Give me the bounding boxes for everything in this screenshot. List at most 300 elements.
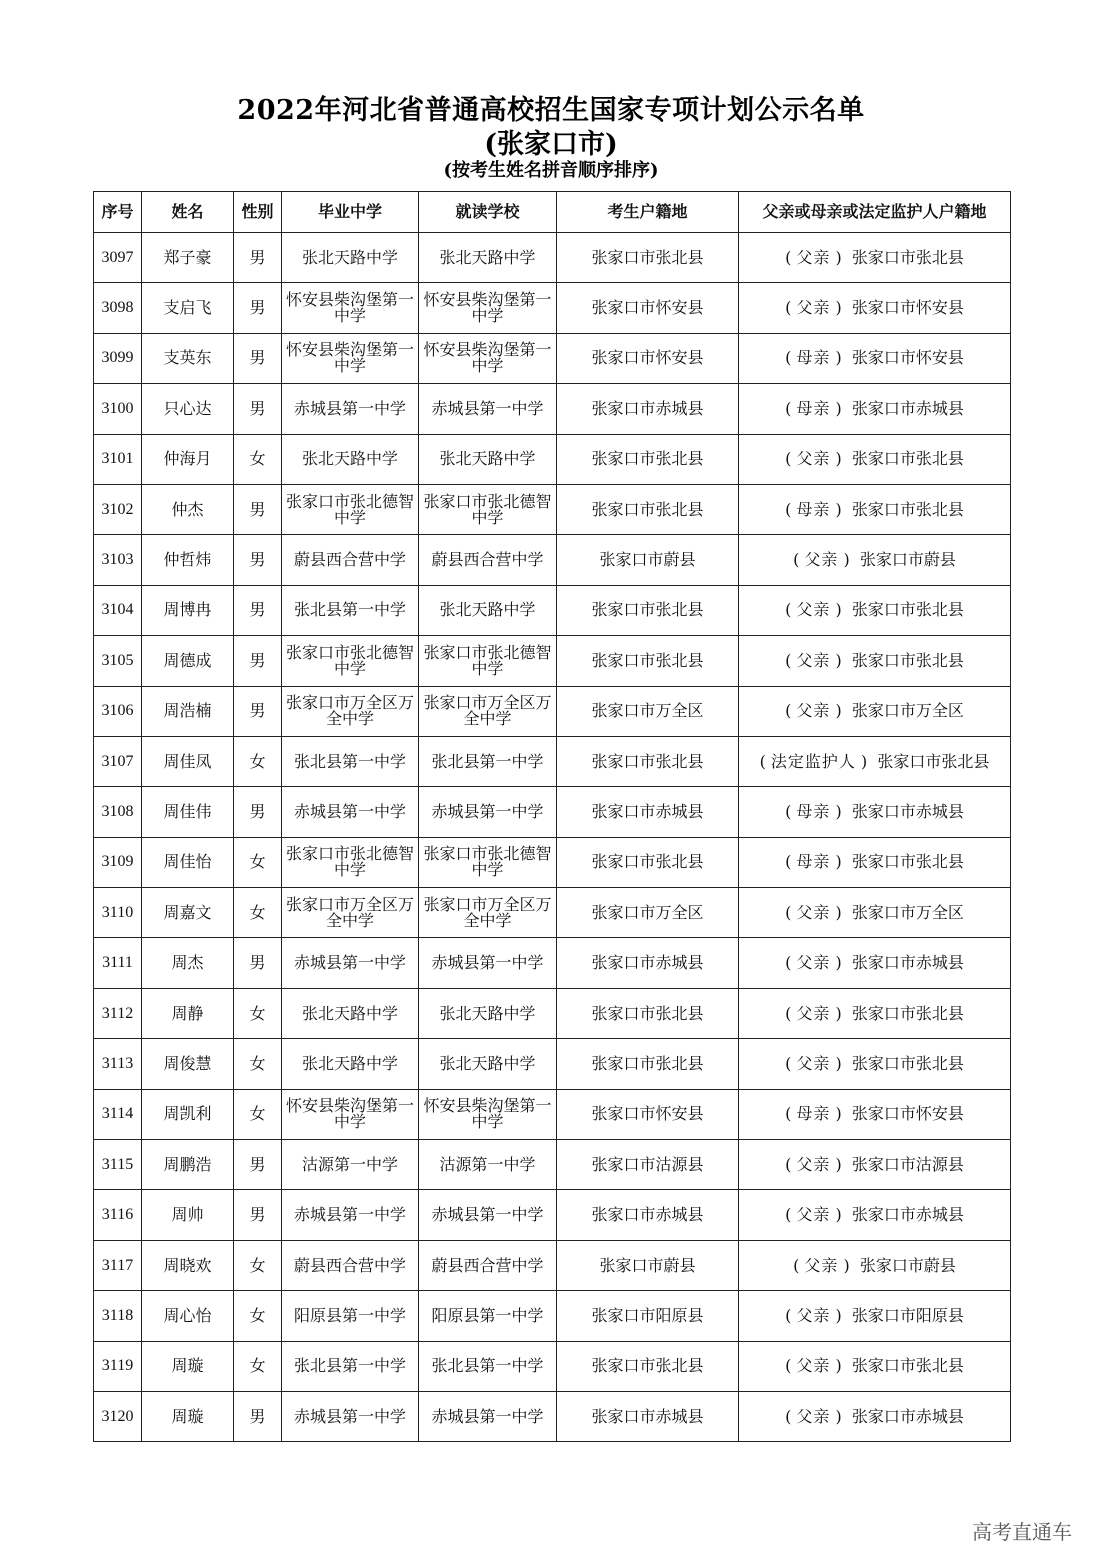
table-row bbox=[94, 333, 1011, 383]
row-grad-school: 张家口市万全区万全中学 bbox=[282, 888, 419, 938]
parent-role: 父亲 bbox=[796, 247, 831, 267]
header-id: 序号 bbox=[94, 192, 142, 233]
row-study-school: 赤城县第一中学 bbox=[419, 787, 557, 837]
row-study-school: 怀安县柴沟堡第一中学 bbox=[419, 283, 557, 333]
paren-close: ) bbox=[830, 1205, 852, 1225]
paren-close: ) bbox=[830, 1305, 852, 1325]
row-hukou: 张家口市赤城县 bbox=[557, 787, 739, 837]
table-row bbox=[94, 686, 1011, 736]
row-gender: 男 bbox=[234, 585, 282, 635]
table-row bbox=[94, 1341, 1011, 1391]
row-id: 3101 bbox=[94, 434, 142, 484]
row-name: 周璇 bbox=[142, 1341, 234, 1391]
parent-place: 张家口市赤城县 bbox=[851, 801, 964, 821]
paren-close: ) bbox=[830, 1053, 852, 1073]
row-study-school: 怀安县柴沟堡第一中学 bbox=[419, 1089, 557, 1139]
table-row bbox=[94, 1291, 1011, 1341]
paren-open: ( bbox=[785, 1305, 797, 1325]
row-study-school: 蔚县西合营中学 bbox=[419, 535, 557, 585]
row-id: 3099 bbox=[94, 333, 142, 383]
header-study-school: 就读学校 bbox=[419, 192, 557, 233]
parent-place: 张家口市万全区 bbox=[851, 902, 964, 922]
parent-place: 张家口市赤城县 bbox=[851, 953, 964, 973]
row-id: 3113 bbox=[94, 1039, 142, 1089]
row-name: 周博冉 bbox=[142, 585, 234, 635]
row-grad-school: 张家口市张北德智中学 bbox=[282, 837, 419, 887]
row-name: 周帅 bbox=[142, 1190, 234, 1240]
parent-role: 母亲 bbox=[796, 852, 831, 872]
row-id: 3104 bbox=[94, 585, 142, 635]
row-grad-school: 怀安县柴沟堡第一中学 bbox=[282, 1089, 419, 1139]
paren-open: ( bbox=[785, 398, 797, 418]
parent-role: 父亲 bbox=[796, 902, 831, 922]
row-gender: 男 bbox=[234, 686, 282, 736]
paren-open: ( bbox=[785, 600, 797, 620]
row-gender: 女 bbox=[234, 1240, 282, 1290]
row-name: 周璇 bbox=[142, 1391, 234, 1441]
parent-role: 父亲 bbox=[796, 1406, 831, 1426]
row-gender: 女 bbox=[234, 1291, 282, 1341]
paren-close: ) bbox=[830, 852, 852, 872]
row-hukou: 张家口市张北县 bbox=[557, 233, 739, 283]
parent-role: 母亲 bbox=[796, 499, 831, 519]
parent-role: 法定监护人 bbox=[770, 751, 856, 771]
table-row bbox=[94, 938, 1011, 988]
row-id: 3112 bbox=[94, 988, 142, 1038]
row-grad-school: 赤城县第一中学 bbox=[282, 787, 419, 837]
row-name: 周杰 bbox=[142, 938, 234, 988]
row-parent-hukou bbox=[739, 736, 1011, 786]
row-gender: 女 bbox=[234, 1341, 282, 1391]
row-id: 3100 bbox=[94, 384, 142, 434]
table-row bbox=[94, 233, 1011, 283]
row-grad-school: 沽源第一中学 bbox=[282, 1140, 419, 1190]
row-study-school: 赤城县第一中学 bbox=[419, 938, 557, 988]
parent-role: 父亲 bbox=[796, 298, 831, 318]
parent-role: 父亲 bbox=[804, 550, 839, 570]
page-subtitle-city: (张家口市) bbox=[484, 129, 618, 160]
row-name: 周静 bbox=[142, 988, 234, 1038]
row-study-school: 张北天路中学 bbox=[419, 233, 557, 283]
row-study-school: 张家口市万全区万全中学 bbox=[419, 888, 557, 938]
paren-close: ) bbox=[830, 600, 852, 620]
header-name: 姓名 bbox=[142, 192, 234, 233]
row-hukou: 张家口市沽源县 bbox=[557, 1140, 739, 1190]
row-grad-school: 赤城县第一中学 bbox=[282, 1391, 419, 1441]
row-hukou: 张家口市万全区 bbox=[557, 888, 739, 938]
header-hukou: 考生户籍地 bbox=[557, 192, 739, 233]
parent-role: 父亲 bbox=[796, 953, 831, 973]
row-gender: 男 bbox=[234, 1190, 282, 1240]
row-grad-school: 阳原县第一中学 bbox=[282, 1291, 419, 1341]
parent-place: 张家口市张北县 bbox=[851, 499, 964, 519]
parent-place: 张家口市张北县 bbox=[851, 1003, 964, 1023]
row-grad-school: 蔚县西合营中学 bbox=[282, 535, 419, 585]
row-gender: 女 bbox=[234, 888, 282, 938]
table-row bbox=[94, 1190, 1011, 1240]
parent-role: 父亲 bbox=[796, 600, 831, 620]
paren-close: ) bbox=[830, 701, 852, 721]
paren-close: ) bbox=[830, 650, 852, 670]
parent-place: 张家口市沽源县 bbox=[851, 1154, 964, 1174]
row-study-school: 张家口市张北德智中学 bbox=[419, 837, 557, 887]
row-grad-school: 怀安县柴沟堡第一中学 bbox=[282, 333, 419, 383]
parent-role: 父亲 bbox=[804, 1255, 839, 1275]
row-gender: 女 bbox=[234, 1039, 282, 1089]
table-row bbox=[94, 1089, 1011, 1139]
paren-close: ) bbox=[830, 348, 852, 368]
paren-open: ( bbox=[785, 852, 797, 872]
row-gender: 男 bbox=[234, 938, 282, 988]
row-study-school: 张家口市张北德智中学 bbox=[419, 636, 557, 686]
paren-open: ( bbox=[785, 1104, 797, 1124]
table-row bbox=[94, 736, 1011, 786]
row-gender: 女 bbox=[234, 1089, 282, 1139]
parent-role: 父亲 bbox=[796, 1356, 831, 1376]
row-gender: 男 bbox=[234, 283, 282, 333]
parent-role: 父亲 bbox=[796, 701, 831, 721]
row-name: 只心达 bbox=[142, 384, 234, 434]
paren-open: ( bbox=[785, 1356, 797, 1376]
row-grad-school: 张北天路中学 bbox=[282, 233, 419, 283]
row-grad-school: 赤城县第一中学 bbox=[282, 938, 419, 988]
paren-open: ( bbox=[785, 650, 797, 670]
roster-table bbox=[93, 191, 1011, 1442]
table-body bbox=[94, 233, 1011, 1442]
parent-place: 张家口市怀安县 bbox=[851, 348, 964, 368]
row-study-school: 张北县第一中学 bbox=[419, 736, 557, 786]
row-hukou: 张家口市张北县 bbox=[557, 636, 739, 686]
row-name: 周德成 bbox=[142, 636, 234, 686]
row-id: 3110 bbox=[94, 888, 142, 938]
row-hukou: 张家口市张北县 bbox=[557, 837, 739, 887]
row-study-school: 张北天路中学 bbox=[419, 988, 557, 1038]
row-gender: 男 bbox=[234, 484, 282, 534]
table-row bbox=[94, 384, 1011, 434]
paren-open: ( bbox=[785, 499, 797, 519]
paren-close: ) bbox=[830, 1104, 852, 1124]
parent-role: 父亲 bbox=[796, 650, 831, 670]
paren-open: ( bbox=[785, 348, 797, 368]
row-id: 3097 bbox=[94, 233, 142, 283]
row-grad-school: 张北天路中学 bbox=[282, 988, 419, 1038]
row-parent-hukou bbox=[739, 1039, 1011, 1089]
paren-open: ( bbox=[785, 902, 797, 922]
row-id: 3103 bbox=[94, 535, 142, 585]
paren-close: ) bbox=[830, 298, 852, 318]
row-hukou: 张家口市怀安县 bbox=[557, 1089, 739, 1139]
row-gender: 男 bbox=[234, 535, 282, 585]
row-gender: 男 bbox=[234, 384, 282, 434]
row-id: 3106 bbox=[94, 686, 142, 736]
row-parent-hukou bbox=[739, 1089, 1011, 1139]
paren-close: ) bbox=[830, 247, 852, 267]
row-name: 周凯利 bbox=[142, 1089, 234, 1139]
row-name: 周晓欢 bbox=[142, 1240, 234, 1290]
row-parent-hukou bbox=[739, 988, 1011, 1038]
row-parent-hukou bbox=[739, 1391, 1011, 1441]
row-parent-hukou bbox=[739, 484, 1011, 534]
paren-close: ) bbox=[838, 1255, 860, 1275]
row-gender: 男 bbox=[234, 233, 282, 283]
parent-place: 张家口市怀安县 bbox=[851, 1104, 964, 1124]
row-parent-hukou bbox=[739, 535, 1011, 585]
row-study-school: 赤城县第一中学 bbox=[419, 384, 557, 434]
parent-role: 父亲 bbox=[796, 449, 831, 469]
row-id: 3102 bbox=[94, 484, 142, 534]
paren-close: ) bbox=[830, 1356, 852, 1376]
row-id: 3109 bbox=[94, 837, 142, 887]
paren-close: ) bbox=[855, 751, 878, 771]
paren-open: ( bbox=[785, 298, 797, 318]
row-hukou: 张家口市怀安县 bbox=[557, 283, 739, 333]
parent-place: 张家口市张北县 bbox=[851, 1356, 964, 1376]
row-name: 周俊慧 bbox=[142, 1039, 234, 1089]
parent-place: 张家口市蔚县 bbox=[859, 550, 956, 570]
header-parent-hukou: 父亲或母亲或法定监护人户籍地 bbox=[739, 192, 1011, 233]
row-name: 郑子豪 bbox=[142, 233, 234, 283]
row-hukou: 张家口市赤城县 bbox=[557, 938, 739, 988]
row-hukou: 张家口市赤城县 bbox=[557, 1190, 739, 1240]
row-name: 周佳怡 bbox=[142, 837, 234, 887]
row-parent-hukou bbox=[739, 787, 1011, 837]
row-grad-school: 蔚县西合营中学 bbox=[282, 1240, 419, 1290]
parent-role: 母亲 bbox=[796, 398, 831, 418]
table-row bbox=[94, 484, 1011, 534]
parent-place: 张家口市张北县 bbox=[851, 449, 964, 469]
paren-open: ( bbox=[785, 1053, 797, 1073]
parent-place: 张家口市张北县 bbox=[851, 247, 964, 267]
paren-close: ) bbox=[830, 902, 852, 922]
row-id: 3107 bbox=[94, 736, 142, 786]
row-study-school: 张家口市张北德智中学 bbox=[419, 484, 557, 534]
row-grad-school: 张家口市张北德智中学 bbox=[282, 484, 419, 534]
table-row bbox=[94, 434, 1011, 484]
paren-open: ( bbox=[793, 1255, 805, 1275]
row-gender: 男 bbox=[234, 1140, 282, 1190]
paren-close: ) bbox=[830, 1406, 852, 1426]
row-id: 3120 bbox=[94, 1391, 142, 1441]
paren-open: ( bbox=[785, 701, 797, 721]
parent-place: 张家口市赤城县 bbox=[851, 1406, 964, 1426]
row-name: 周心怡 bbox=[142, 1291, 234, 1341]
paren-open: ( bbox=[785, 1154, 797, 1174]
table-row bbox=[94, 988, 1011, 1038]
parent-place: 张家口市张北县 bbox=[851, 852, 964, 872]
paren-open: ( bbox=[785, 1003, 797, 1023]
row-gender: 男 bbox=[234, 636, 282, 686]
table-row bbox=[94, 283, 1011, 333]
row-parent-hukou bbox=[739, 1291, 1011, 1341]
row-grad-school: 怀安县柴沟堡第一中学 bbox=[282, 283, 419, 333]
header-grad-school: 毕业中学 bbox=[282, 192, 419, 233]
row-id: 3119 bbox=[94, 1341, 142, 1391]
parent-role: 母亲 bbox=[796, 348, 831, 368]
row-parent-hukou bbox=[739, 686, 1011, 736]
paren-open: ( bbox=[785, 801, 797, 821]
row-name: 仲海月 bbox=[142, 434, 234, 484]
paren-close: ) bbox=[830, 953, 852, 973]
parent-role: 母亲 bbox=[796, 1104, 831, 1124]
row-id: 3111 bbox=[94, 938, 142, 988]
row-parent-hukou bbox=[739, 938, 1011, 988]
row-name: 支英东 bbox=[142, 333, 234, 383]
row-study-school: 张家口市万全区万全中学 bbox=[419, 686, 557, 736]
table-row bbox=[94, 1039, 1011, 1089]
row-gender: 男 bbox=[234, 787, 282, 837]
row-gender: 女 bbox=[234, 837, 282, 887]
row-parent-hukou bbox=[739, 1140, 1011, 1190]
parent-role: 母亲 bbox=[796, 801, 831, 821]
parent-place: 张家口市阳原县 bbox=[851, 1305, 964, 1325]
row-grad-school: 张家口市万全区万全中学 bbox=[282, 686, 419, 736]
row-hukou: 张家口市张北县 bbox=[557, 585, 739, 635]
parent-role: 父亲 bbox=[796, 1205, 831, 1225]
row-grad-school: 张北县第一中学 bbox=[282, 736, 419, 786]
row-grad-school: 赤城县第一中学 bbox=[282, 1190, 419, 1240]
parent-place: 张家口市赤城县 bbox=[851, 1205, 964, 1225]
watermark: 高考直通车 bbox=[972, 1520, 1072, 1544]
row-study-school: 蔚县西合营中学 bbox=[419, 1240, 557, 1290]
row-parent-hukou bbox=[739, 585, 1011, 635]
row-gender: 男 bbox=[234, 1391, 282, 1441]
row-hukou: 张家口市蔚县 bbox=[557, 1240, 739, 1290]
paren-close: ) bbox=[830, 499, 852, 519]
paren-close: ) bbox=[830, 1154, 852, 1174]
row-study-school: 张北天路中学 bbox=[419, 1039, 557, 1089]
row-study-school: 怀安县柴沟堡第一中学 bbox=[419, 333, 557, 383]
parent-place: 张家口市张北县 bbox=[851, 1053, 964, 1073]
row-study-school: 沽源第一中学 bbox=[419, 1140, 557, 1190]
row-hukou: 张家口市张北县 bbox=[557, 1341, 739, 1391]
row-name: 仲哲炜 bbox=[142, 535, 234, 585]
row-grad-school: 张北县第一中学 bbox=[282, 1341, 419, 1391]
table-row bbox=[94, 1240, 1011, 1290]
paren-close: ) bbox=[838, 550, 860, 570]
parent-place: 张家口市张北县 bbox=[851, 600, 964, 620]
row-grad-school: 张北天路中学 bbox=[282, 1039, 419, 1089]
table-row bbox=[94, 1391, 1011, 1441]
row-hukou: 张家口市赤城县 bbox=[557, 1391, 739, 1441]
table-row bbox=[94, 535, 1011, 585]
row-name: 仲杰 bbox=[142, 484, 234, 534]
page-title: 2022年河北省普通高校招生国家专项计划公示名单 bbox=[237, 95, 865, 126]
row-hukou: 张家口市张北县 bbox=[557, 988, 739, 1038]
parent-place: 张家口市怀安县 bbox=[851, 298, 964, 318]
row-hukou: 张家口市张北县 bbox=[557, 484, 739, 534]
parent-place: 张家口市赤城县 bbox=[851, 398, 964, 418]
row-gender: 女 bbox=[234, 434, 282, 484]
row-parent-hukou bbox=[739, 1240, 1011, 1290]
row-id: 3116 bbox=[94, 1190, 142, 1240]
paren-close: ) bbox=[830, 801, 852, 821]
table-header-row bbox=[94, 192, 1011, 233]
row-hukou: 张家口市赤城县 bbox=[557, 384, 739, 434]
row-parent-hukou bbox=[739, 1341, 1011, 1391]
row-grad-school: 赤城县第一中学 bbox=[282, 384, 419, 434]
table-row bbox=[94, 837, 1011, 887]
row-id: 3117 bbox=[94, 1240, 142, 1290]
paren-open: ( bbox=[793, 550, 805, 570]
row-grad-school: 张家口市张北德智中学 bbox=[282, 636, 419, 686]
paren-open: ( bbox=[785, 1205, 797, 1225]
table-row bbox=[94, 636, 1011, 686]
paren-close: ) bbox=[830, 398, 852, 418]
row-parent-hukou bbox=[739, 333, 1011, 383]
parent-role: 父亲 bbox=[796, 1154, 831, 1174]
row-name: 周鹏浩 bbox=[142, 1140, 234, 1190]
table-row bbox=[94, 888, 1011, 938]
row-hukou: 张家口市张北县 bbox=[557, 434, 739, 484]
row-name: 周佳凤 bbox=[142, 736, 234, 786]
row-study-school: 阳原县第一中学 bbox=[419, 1291, 557, 1341]
parent-place: 张家口市张北县 bbox=[851, 650, 964, 670]
page-subtitle-sort-note: (按考生姓名拼音顺序排序) bbox=[443, 160, 659, 181]
row-study-school: 张北天路中学 bbox=[419, 434, 557, 484]
parent-role: 父亲 bbox=[796, 1305, 831, 1325]
parent-place: 张家口市万全区 bbox=[851, 701, 964, 721]
row-hukou: 张家口市张北县 bbox=[557, 736, 739, 786]
row-hukou: 张家口市阳原县 bbox=[557, 1291, 739, 1341]
row-gender: 女 bbox=[234, 736, 282, 786]
parent-role: 父亲 bbox=[796, 1003, 831, 1023]
row-parent-hukou bbox=[739, 888, 1011, 938]
row-gender: 女 bbox=[234, 988, 282, 1038]
parent-place: 张家口市蔚县 bbox=[859, 1255, 956, 1275]
paren-open: ( bbox=[785, 247, 797, 267]
row-study-school: 张北县第一中学 bbox=[419, 1341, 557, 1391]
parent-role: 父亲 bbox=[796, 1053, 831, 1073]
row-id: 3114 bbox=[94, 1089, 142, 1139]
row-name: 周嘉文 bbox=[142, 888, 234, 938]
paren-close: ) bbox=[830, 449, 852, 469]
row-grad-school: 张北县第一中学 bbox=[282, 585, 419, 635]
row-gender: 男 bbox=[234, 333, 282, 383]
row-parent-hukou bbox=[739, 1190, 1011, 1240]
row-grad-school: 张北天路中学 bbox=[282, 434, 419, 484]
row-study-school: 赤城县第一中学 bbox=[419, 1391, 557, 1441]
row-parent-hukou bbox=[739, 233, 1011, 283]
row-parent-hukou bbox=[739, 384, 1011, 434]
table-row bbox=[94, 585, 1011, 635]
paren-open: ( bbox=[759, 751, 771, 771]
row-name: 周佳伟 bbox=[142, 787, 234, 837]
paren-close: ) bbox=[830, 1003, 852, 1023]
paren-open: ( bbox=[785, 953, 797, 973]
parent-place: 张家口市张北县 bbox=[877, 751, 990, 771]
row-parent-hukou bbox=[739, 283, 1011, 333]
row-parent-hukou bbox=[739, 636, 1011, 686]
row-parent-hukou bbox=[739, 837, 1011, 887]
paren-open: ( bbox=[785, 449, 797, 469]
paren-open: ( bbox=[785, 1406, 797, 1426]
row-study-school: 张北天路中学 bbox=[419, 585, 557, 635]
row-id: 3105 bbox=[94, 636, 142, 686]
row-id: 3098 bbox=[94, 283, 142, 333]
row-name: 支启飞 bbox=[142, 283, 234, 333]
row-hukou: 张家口市张北县 bbox=[557, 1039, 739, 1089]
row-id: 3118 bbox=[94, 1291, 142, 1341]
row-name: 周浩楠 bbox=[142, 686, 234, 736]
row-hukou: 张家口市怀安县 bbox=[557, 333, 739, 383]
header-gender: 性别 bbox=[234, 192, 282, 233]
table-row bbox=[94, 1140, 1011, 1190]
row-parent-hukou bbox=[739, 434, 1011, 484]
row-id: 3108 bbox=[94, 787, 142, 837]
row-id: 3115 bbox=[94, 1140, 142, 1190]
row-hukou: 张家口市万全区 bbox=[557, 686, 739, 736]
row-study-school: 赤城县第一中学 bbox=[419, 1190, 557, 1240]
